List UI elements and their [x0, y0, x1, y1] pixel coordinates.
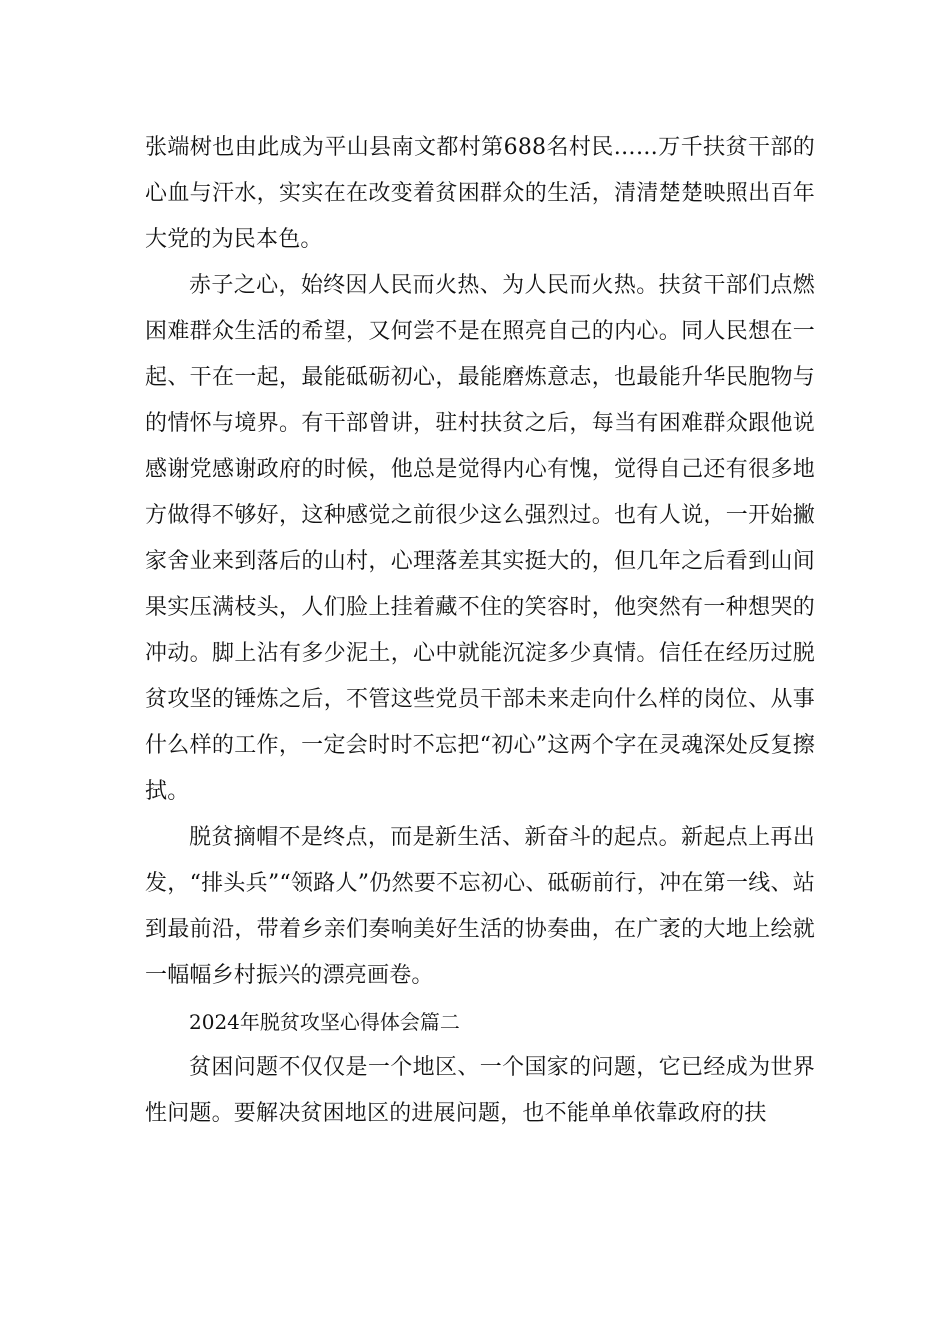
section-heading: 2024年脱贫攻坚心得体会篇二 [189, 1010, 460, 1034]
document-body [145, 125, 815, 1137]
paragraph-new-start: 脱贫摘帽不是终点，而是新生活、新奋斗的起点。新起点上再出发，“排头兵”“领路人”仍然要不忘初心、砥砺前行，冲在第一线、站到最前沿，带着乡亲们奏响美好生活的协奏曲，在广袤的大地上绘就一幅幅乡村振兴的漂亮画卷。 [145, 825, 815, 988]
paragraph-poverty-global: 贫困问题不仅仅是一个地区、一个国家的问题，它已经成为世界性问题。要解决贫困地区的进展问题，也不能单单依靠政府的扶 [145, 1055, 815, 1126]
paragraph-red-heart: 赤子之心，始终因人民而火热、为人民而火热。扶贫干部们点燃困难群众生活的希望，又何尝不是在照亮自己的内心。同人民想在一起、干在一起，最能砥砺初心，最能磨炼意志，也最能升华民胞物与的情怀与境界。有干部曾讲，驻村扶贫之后，每当有困难群众跟他说感谢党感谢政府的时候，他总是觉得内心有愧，觉得自己还有很多地方做得不够好，这种感觉之前很少这么强烈过。也有人说，一开始撇家舍业来到落后的山村，心理落差其实挺大的，但几年之后看到山间果实压满枝头，人们脸上挂着藏不住的笑容时，他突然有一种想哭的冲动。脚上沾有多少泥土，心中就能沉淀多少真情。信任在经历过脱贫攻坚的锤炼之后，不管这些党员干部未来走向什么样的岗位、从事什么样的工作，一定会时时不忘把“初心”这两个字在灵魂深处反复擦拭。 [145, 273, 815, 804]
paragraph-continuation: 张端树也由此成为平山县南文都村第688名村民……万千扶贫干部的心血与汗水，实实在在改变着贫困群众的生活，清清楚楚映照出百年大党的为民本色。 [145, 135, 815, 252]
